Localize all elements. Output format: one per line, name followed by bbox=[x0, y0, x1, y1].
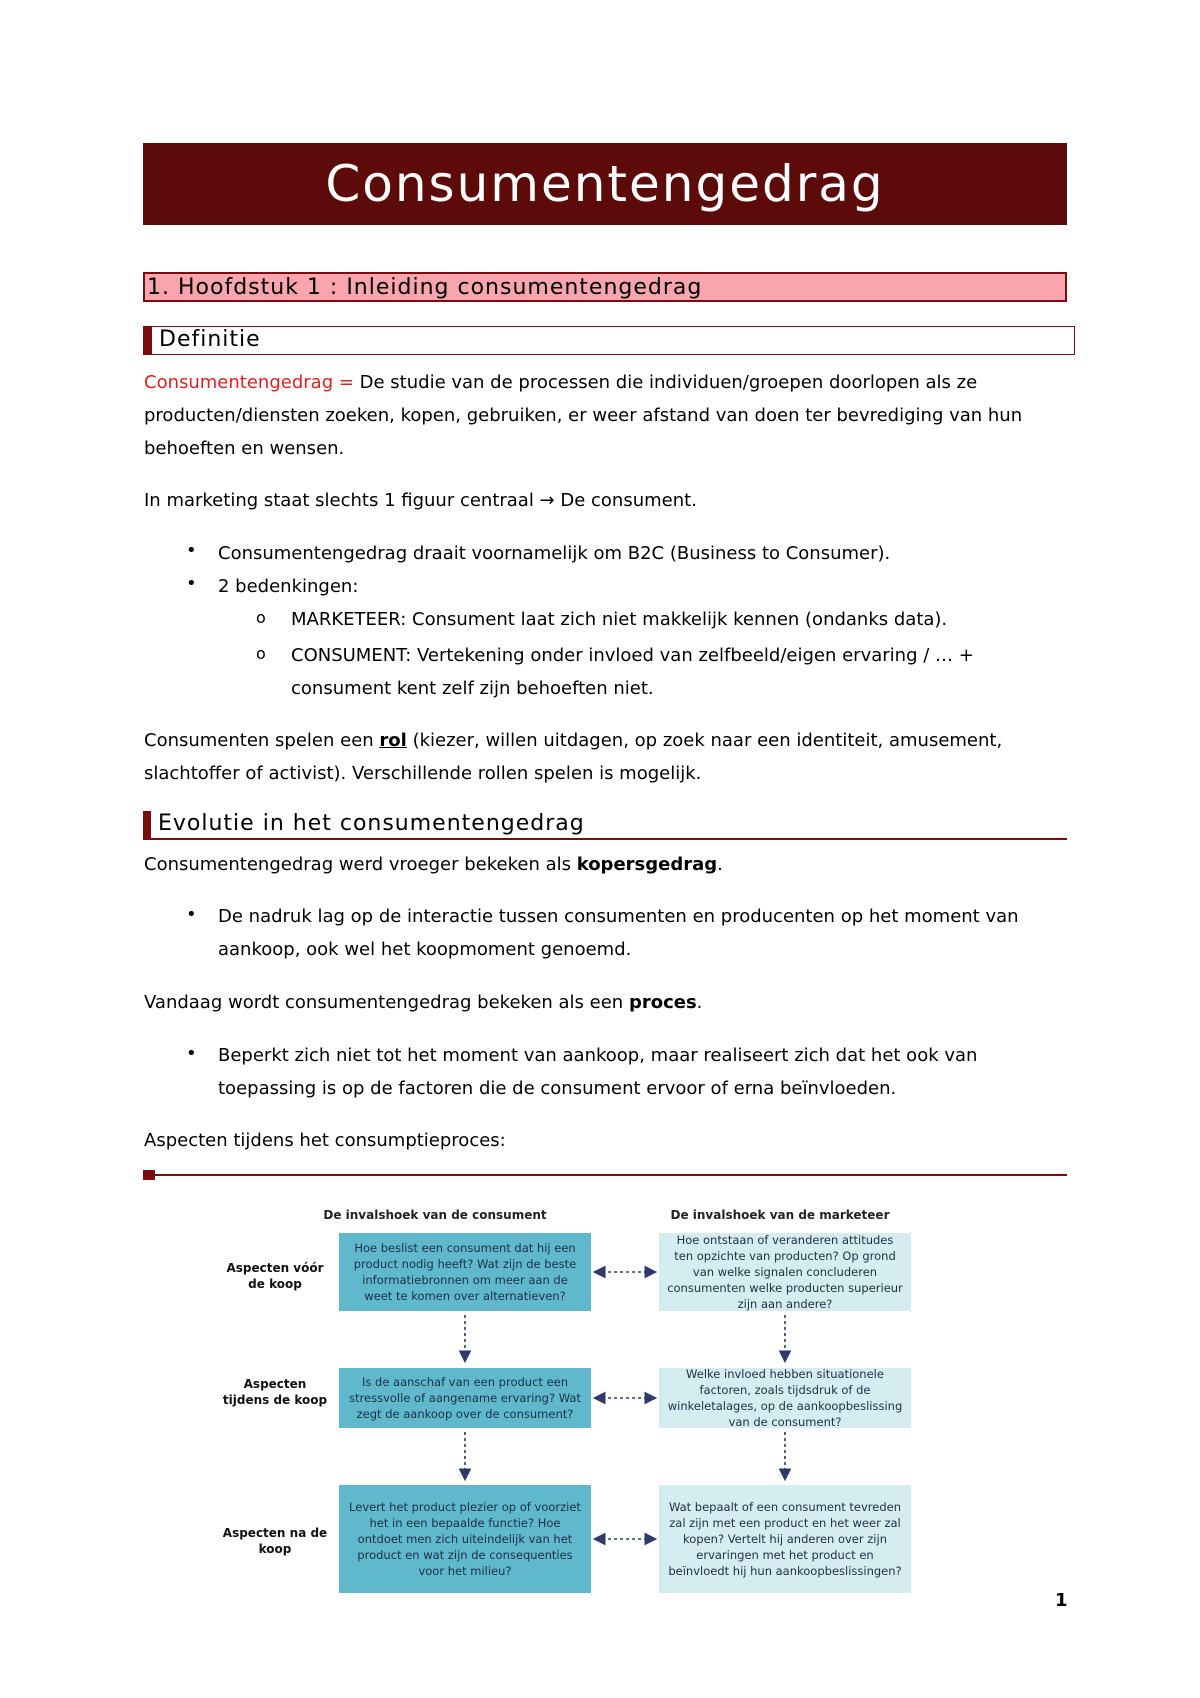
bullet-line: De nadruk lag op de interactie tussen consumenten en producenten op het moment van bbox=[218, 906, 1019, 927]
divider-line bbox=[143, 1174, 1067, 1176]
definition-text: De studie van de processen die individuen/groepen doorlopen als ze bbox=[353, 372, 978, 393]
evolution-text: . bbox=[717, 854, 723, 875]
roles-text: Consumenten spelen een bbox=[144, 730, 380, 751]
bullet-line: aankoop, ook wel het koopmoment genoemd. bbox=[218, 939, 632, 960]
bullet-text: 2 bedenkingen: bbox=[218, 576, 359, 597]
bullet-text bbox=[218, 1039, 1068, 1105]
row-label-before: Aspecten vóór de koop bbox=[226, 1261, 324, 1291]
section-heading-evolutie bbox=[143, 811, 1067, 840]
roles-text: (kiezer, willen uitdagen, op zoek naar een identiteit, amusement, bbox=[406, 730, 1003, 751]
roles-keyword: rol bbox=[379, 730, 407, 751]
definition-term: Consumentengedrag = bbox=[144, 372, 354, 393]
sub-bullet-text: MARKETEER: Consument laat zich niet makkelijk kennen (ondanks data). bbox=[291, 609, 948, 630]
bullet-icon: • bbox=[186, 540, 197, 561]
roles-text: slachtoffer of activist). Verschillende rollen spelen is mogelijk. bbox=[144, 763, 702, 784]
circle-bullet-icon: o bbox=[256, 608, 266, 627]
sub-bullet-line: CONSUMENT: Vertekening onder invloed van zelfbeeld/eigen ervaring / … + bbox=[291, 645, 974, 666]
section-title: Definitie bbox=[159, 327, 261, 352]
evolution-keyword: kopersgedrag bbox=[576, 854, 718, 875]
bullet-text bbox=[218, 900, 1068, 966]
bullet-line: Beperkt zich niet tot het moment van aankoop, maar realiseert zich dat het ook van bbox=[218, 1045, 978, 1066]
evolution-text: Vandaag wordt consumentengedrag bekeken als een bbox=[144, 992, 629, 1013]
consumer-box-before: Hoe beslist een consument dat hij een product nodig heeft? Wat zijn de beste informatiebronnen om meer aan de weet te komen over alternatieven? bbox=[339, 1233, 591, 1311]
bullet-icon: • bbox=[186, 904, 197, 925]
diagram-arrows bbox=[200, 1200, 940, 1600]
marketeer-box-after: Wat bepaalt of een consument tevreden zal zijn met een product en het weer zal kopen? Vertelt hij anderen over zijn ervaringen met het product en beïnvloedt hij hun aankoopbeslissingen? bbox=[659, 1485, 911, 1593]
definition-paragraph bbox=[144, 366, 1069, 465]
document-title: Consumentengedrag bbox=[143, 143, 1067, 225]
column-header-consumer: De invalshoek van de consument bbox=[323, 1208, 547, 1222]
bullet-text: Consumentengedrag draait voornamelijk om B2C (Business to Consumer). bbox=[218, 543, 891, 564]
divider-marker bbox=[143, 1170, 155, 1180]
marketeer-box-during: Welke invloed hebben situationele factoren, zoals tijdsdruk of de winkeletalages, op de aankoopbeslissing van de consument? bbox=[659, 1368, 911, 1428]
row-label-during: Aspecten tijdens de koop bbox=[222, 1377, 328, 1407]
row-label-after: Aspecten na de koop bbox=[222, 1526, 328, 1556]
roles-paragraph bbox=[144, 724, 1069, 790]
consumption-process-diagram bbox=[200, 1200, 940, 1600]
evolution-paragraph bbox=[144, 986, 1069, 1019]
bullet-icon: • bbox=[186, 1043, 197, 1064]
sub-bullet-line: consument kent zelf zijn behoeften niet. bbox=[291, 678, 654, 699]
page-number: 1 bbox=[1055, 1590, 1068, 1611]
evolution-text: . bbox=[696, 992, 703, 1013]
sub-bullet-text bbox=[291, 639, 1071, 705]
section-heading-definitie bbox=[143, 326, 1075, 355]
column-header-marketeer: De invalshoek van de marketeer bbox=[670, 1208, 890, 1222]
aspects-paragraph: Aspecten tijdens het consumptieproces: bbox=[144, 1130, 506, 1151]
evolution-text: Consumentengedrag werd vroeger bekeken als bbox=[144, 854, 577, 875]
section-title: Evolutie in het consumentengedrag bbox=[158, 811, 585, 836]
bullet-icon: • bbox=[186, 573, 197, 594]
marketeer-box-before: Hoe ontstaan of veranderen attitudes ten opzichte van producten? Op grond van welke signalen concluderen consumenten welke producten superieur zijn aan andere? bbox=[659, 1233, 911, 1311]
consumer-box-after: Levert het product plezier op of voorziet het in een bepaalde functie? Hoe ontdoet men zich uiteindelijk van het product en wat zijn de consequenties voor het milieu? bbox=[339, 1485, 591, 1593]
circle-bullet-icon: o bbox=[256, 644, 266, 663]
chapter-heading: 1. Hoofdstuk 1 : Inleiding consumentengedrag bbox=[143, 272, 1067, 302]
evolution-keyword: proces bbox=[628, 992, 697, 1013]
marketing-paragraph: In marketing staat slechts 1 figuur centraal → De consument. bbox=[144, 490, 697, 511]
consumer-box-during: Is de aanschaf van een product een stressvolle of aangename ervaring? Wat zegt de aankoop over de consument? bbox=[339, 1368, 591, 1428]
bullet-line: toepassing is op de factoren die de consument ervoor of erna beïnvloeden. bbox=[218, 1078, 897, 1099]
section-marker bbox=[144, 327, 152, 354]
evolution-paragraph bbox=[144, 848, 1069, 881]
definition-text: producten/diensten zoeken, kopen, gebruiken, er weer afstand van doen ter bevrediging van hun bbox=[144, 405, 1023, 426]
definition-text: behoeften en wensen. bbox=[144, 438, 345, 459]
section-marker bbox=[143, 811, 151, 838]
